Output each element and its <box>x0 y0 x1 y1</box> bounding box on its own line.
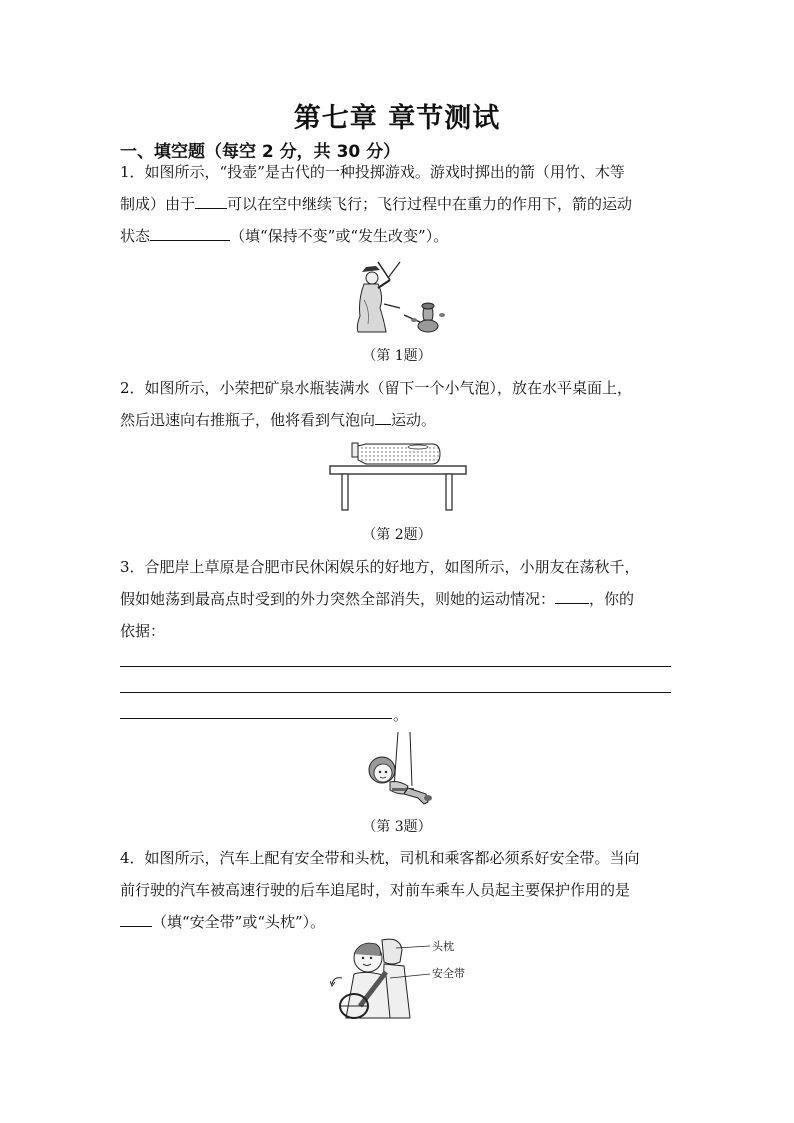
q2-line-2 <box>120 410 436 430</box>
bottle-on-table-illustration <box>328 438 468 514</box>
q3-answer-line-1[interactable] <box>120 666 671 667</box>
q1-blank-1[interactable] <box>195 194 227 209</box>
q4-line-1: 4．如图所示，汽车上配有安全带和头枕，司机和乘客都必须系好安全带。当向 <box>120 849 640 867</box>
headrest-label: 头枕 <box>432 940 454 953</box>
q2-text: 然后迅速向右推瓶子，他将看到气泡向 <box>120 411 376 429</box>
q3-answer-line-3[interactable] <box>120 718 392 719</box>
q3-line-1: 3．合肥岸上草原是合肥市民休闲娱乐的好地方，如图所示，小朋友在荡秋千， <box>120 558 640 576</box>
q3-line-2 <box>120 589 634 609</box>
q1-text: 制成）由于 <box>120 195 196 213</box>
q4-line-2: 前行驶的汽车被高速行驶的后车追尾时，对前车乘车人员起主要保护作用的是 <box>120 881 631 899</box>
seatbelt-label: 安全带 <box>432 967 465 980</box>
q2-figure-bottle-table <box>328 438 468 514</box>
q4-text: （填“安全带”或“头枕”）。 <box>152 913 326 931</box>
q1-caption: （第 1题） <box>362 348 432 364</box>
q3-line-3: 依据： <box>120 622 166 640</box>
q1-figure-touhu <box>350 260 450 336</box>
q2-text: 运动。 <box>391 411 437 429</box>
q3-caption: （第 3题） <box>362 819 432 835</box>
q3-text: ，你的 <box>589 590 635 608</box>
q2-line-1: 2．如图所示，小荣把矿泉水瓶装满水（留下一个小气泡），放在水平桌面上， <box>120 379 633 397</box>
q1-text: 可以在空中继续飞行；飞行过程中在重力的作用下，箭的运动 <box>227 195 633 213</box>
girl-on-swing-illustration <box>358 732 438 808</box>
q4-blank-1[interactable] <box>120 912 152 927</box>
q3-text: 假如她荡到最高点时受到的外力突然全部消失，则她的运动情况： <box>120 590 556 608</box>
q1-line-3 <box>120 226 448 246</box>
q3-figure-swing <box>358 732 438 808</box>
q2-blank-1[interactable] <box>375 410 391 425</box>
q4-line-3 <box>120 912 325 932</box>
q1-text: 状态 <box>120 227 151 245</box>
q1-blank-2[interactable] <box>150 226 230 241</box>
q2-caption: （第 2题） <box>362 527 432 543</box>
page-title: 第七章 章节测试 <box>293 103 501 134</box>
q1-line-2 <box>120 194 632 214</box>
q3-answer-line-2[interactable] <box>120 692 671 693</box>
section-heading: 一、填空题（每空 2 分，共 30 分） <box>120 142 401 162</box>
touhu-illustration <box>350 260 450 336</box>
q3-end-mark: 。 <box>393 706 409 724</box>
q1-line-1: 1．如图所示，“投壶”是古代的一种投掷游戏。游戏时掷出的箭（用竹、木等 <box>120 163 625 181</box>
q1-text: （填“保持不变”或“发生改变”）。 <box>230 227 449 245</box>
q3-blank-1[interactable] <box>555 589 589 604</box>
